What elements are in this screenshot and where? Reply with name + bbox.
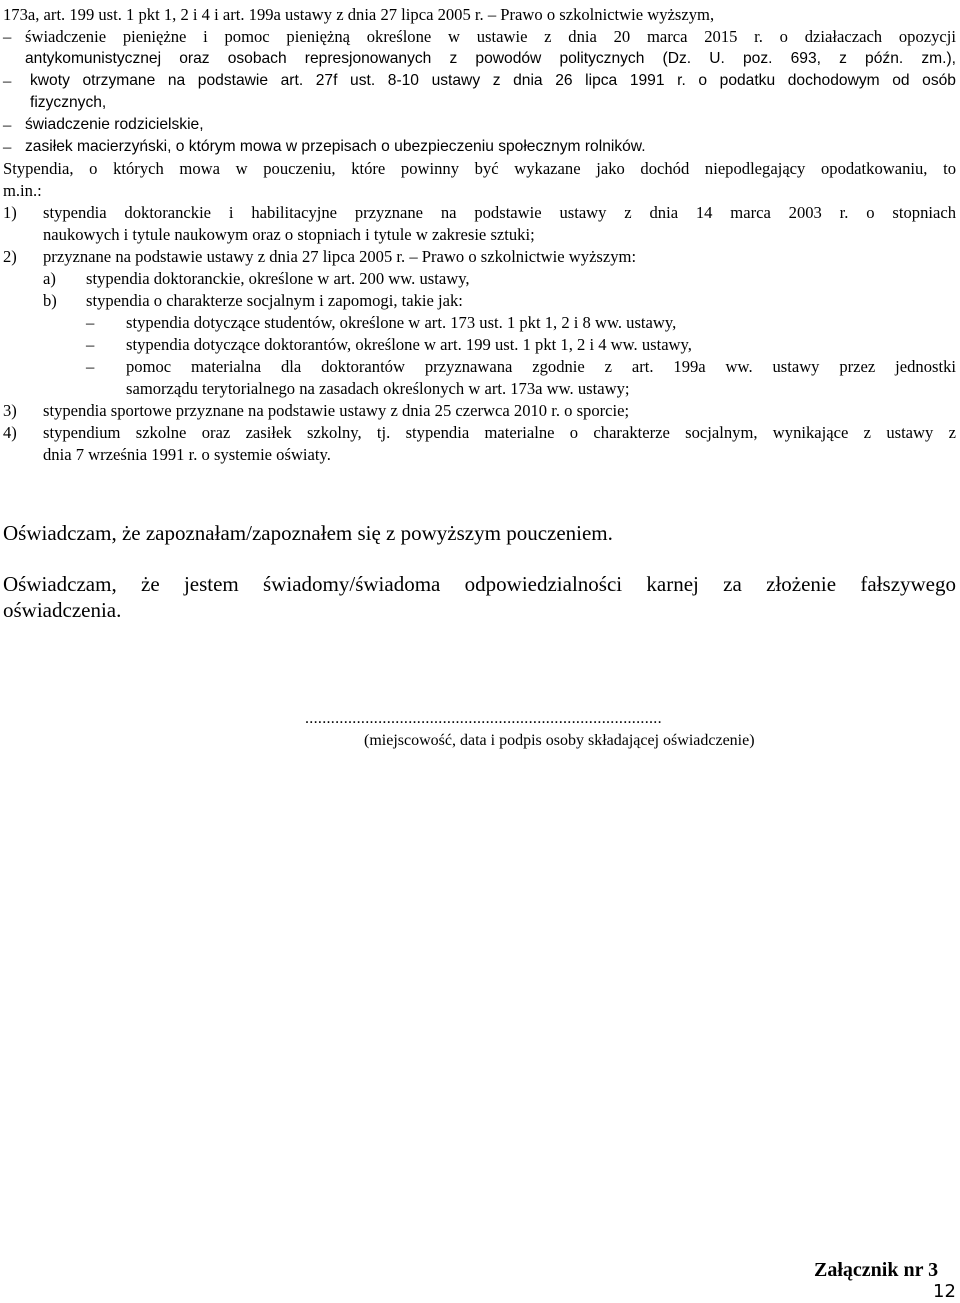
dash-bullet: – xyxy=(3,27,12,46)
dash-item-text: stypendia dotyczące studentów, określone w art. 173 ust. 1 pkt 1, 2 i 8 ww. ustawy, xyxy=(126,313,677,332)
text-line: antykomunistycznej oraz osobach represjonowanych z powodów politycznych (Dz. U. poz. 693, z późn. zm.), xyxy=(25,50,956,67)
signature-line: ................................................................................... xyxy=(305,710,662,727)
list-number: 2) xyxy=(3,247,17,266)
list-item-text: stypendia sportowe przyznane na podstawie ustawy z dnia 25 czerwca 2010 r. o sporcie; xyxy=(43,401,630,420)
sub-list-letter: b) xyxy=(43,291,57,310)
declaration-liability: Oświadczam, że jestem świadomy/świadoma odpowiedzialności karnej za złożenie fałszywego xyxy=(3,572,956,596)
stypendia-intro-cont: m.in.: xyxy=(3,181,42,200)
text-line: kwoty otrzymane na podstawie art. 27f ust. 8-10 ustawy z dnia 26 lipca 1991 r. o podatku dochodowym od osób xyxy=(30,72,956,89)
text-line: 173a, art. 199 ust. 1 pkt 1, 2 i 4 i art. 199a ustawy z dnia 27 lipca 2005 r. – Prawo o szkolnictwie wyższym, xyxy=(3,5,715,24)
list-number: 3) xyxy=(3,401,17,420)
list-item-text: stypendia doktoranckie i habilitacyjne przyznane na podstawie ustawy z dnia 14 marca 2003 r. o stopniach xyxy=(43,203,956,222)
signature-caption: (miejscowość, data i podpis osoby składającej oświadczenie) xyxy=(364,732,755,749)
list-item-text: naukowych i tytule naukowym oraz o stopniach i tytule w zakresie sztuki; xyxy=(43,225,535,244)
declaration-liability-cont: oświadczenia. xyxy=(3,598,122,622)
dash-bullet: – xyxy=(86,357,95,376)
stypendia-intro: Stypendia, o których mowa w pouczeniu, które powinny być wykazane jako dochód niepodlegający opodatkowaniu, to xyxy=(3,159,956,178)
text-line: świadczenie rodzicielskie, xyxy=(25,116,204,133)
list-number: 4) xyxy=(3,423,17,442)
dash-bullet: – xyxy=(3,137,12,156)
dash-bullet: – xyxy=(86,313,95,332)
dash-item-text: stypendia dotyczące doktorantów, określone w art. 199 ust. 1 pkt 1, 2 i 4 ww. ustawy, xyxy=(126,335,692,354)
dash-bullet: – xyxy=(3,71,12,90)
list-item-text: stypendium szkolne oraz zasiłek szkolny, tj. stypendia materialne o charakterze socjalnym, wynikające z ustawy z xyxy=(43,423,956,442)
text-line: zasiłek macierzyński, o którym mowa w przepisach o ubezpieczeniu społecznym rolników. xyxy=(25,138,646,155)
sub-list-letter: a) xyxy=(43,269,56,288)
attachment-label: Załącznik nr 3 xyxy=(814,1259,939,1281)
text-line: fizycznych, xyxy=(30,94,107,111)
list-number: 1) xyxy=(3,203,17,222)
dash-item-text: pomoc materialna dla doktorantów przyznawana zgodnie z art. 199a ww. ustawy przez jednostki xyxy=(126,357,956,376)
text-line: świadczenie pieniężne i pomoc pieniężną określone w ustawie z dnia 20 marca 2015 r. o działaczach opozycji xyxy=(25,27,956,46)
page-number: 12 xyxy=(933,1281,956,1302)
list-item-text: przyznane na podstawie ustawy z dnia 27 lipca 2005 r. – Prawo o szkolnictwie wyższym: xyxy=(43,247,637,266)
sub-list-text: stypendia o charakterze socjalnym i zapomogi, takie jak: xyxy=(86,291,463,310)
dash-item-text: samorządu terytorialnego na zasadach określonych w art. 173a ww. ustawy; xyxy=(126,379,630,398)
sub-list-text: stypendia doktoranckie, określone w art. 200 ww. ustawy, xyxy=(86,269,470,288)
declaration-acknowledgement: Oświadczam, że zapoznałam/zapoznałem się z powyższym pouczeniem. xyxy=(3,521,613,545)
list-item-text: dnia 7 września 1991 r. o systemie oświaty. xyxy=(43,445,331,464)
dash-bullet: – xyxy=(86,335,95,354)
dash-bullet: – xyxy=(3,115,12,134)
